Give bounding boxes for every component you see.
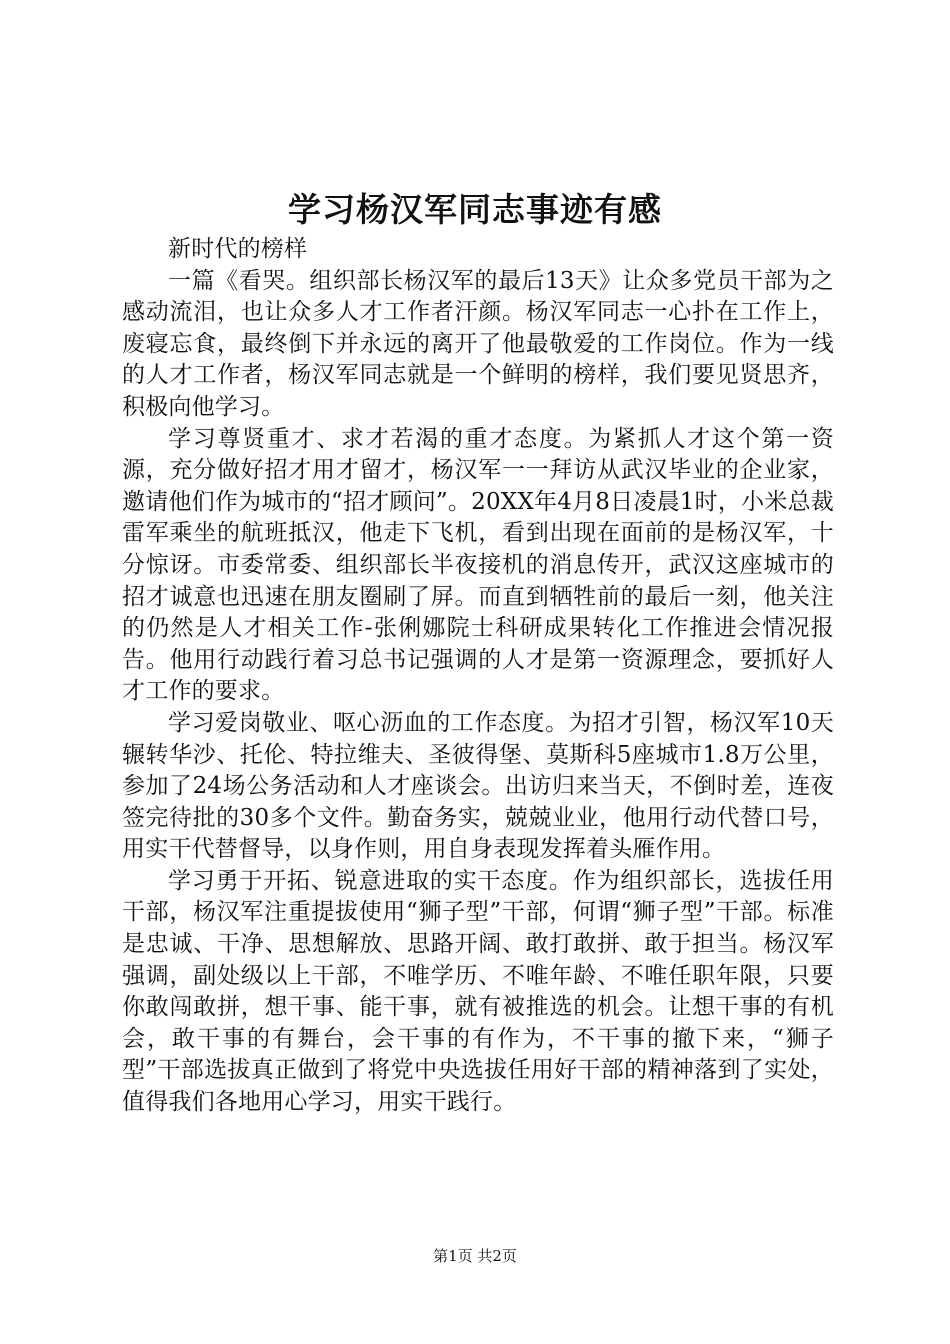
paragraph-3: 学习爱岗敬业、呕心沥血的工作态度。为招才引智，杨汉军10天辗转华沙、托伦、特拉维夫、圣彼得堡、莫斯科5座城市1.8万公里，参加了24场公务活动和人才座谈会。出访归来当天，不倒时差，连夜签完待批的30多个文件。勤奋务实，兢兢业业，他用行动代替口号，用实干代替督导，以身作则，用自身表现发挥着头雁作用。 (122, 709, 834, 863)
document-body (122, 234, 834, 1119)
paragraph-4: 学习勇于开拓、锐意进取的实干态度。作为组织部长，选拔任用干部，杨汉军注重提拔使用“狮子型”干部，何谓“狮子型”干部。标准是忠诚、干净、思想解放、思路开阔、敢打敢拼、敢于担当。杨汉军强调，副处级以上干部，不唯学历、不唯年龄、不唯任职年限，只要你敢闯敢拼，想干事、能干事，就有被推选的机会。让想干事的有机会，敢干事的有舞台，会干事的有作为，不干事的撤下来，“狮子型”干部选拔真正做到了将党中央选拔任用好干部的精神落到了实处，值得我们各地用心学习，用实干践行。 (122, 867, 834, 1116)
page-number: 第1页 共2页 (433, 1247, 517, 1265)
document-subtitle: 新时代的榜样 (168, 236, 308, 262)
paragraph-2: 学习尊贤重才、求才若渴的重才态度。为紧抓人才这个第一资源，充分做好招才用才留才，杨汉军一一拜访从武汉毕业的企业家，邀请他们作为城市的“招才顾问”。20XX年4月8日凌晨1时，小米总裁雷军乘坐的航班抵汉，他走下飞机，看到出现在面前的是杨汉军，十分惊讶。市委常委、组织部长半夜接机的消息传开，武汉这座城市的招才诚意也迅速在朋友圈刷了屏。而直到牺牲前的最后一刻，他关注的仍然是人才相关工作-张俐娜院士科研成果转化工作推进会情况报告。他用行动践行着习总书记强调的人才是第一资源理念，要抓好人才工作的要求。 (122, 425, 834, 705)
paragraph-1: 一篇《看哭。组织部长杨汉军的最后13天》让众多党员干部为之感动流泪，也让众多人才工作者汗颜。杨汉军同志一心扑在工作上，废寝忘食，最终倒下并永远的离开了他最敬爱的工作岗位。作为一线的人才工作者，杨汉军同志就是一个鲜明的榜样，我们要见贤思齐，积极向他学习。 (122, 267, 834, 420)
document-title: 学习杨汉军同志事迹有感 (288, 190, 662, 229)
